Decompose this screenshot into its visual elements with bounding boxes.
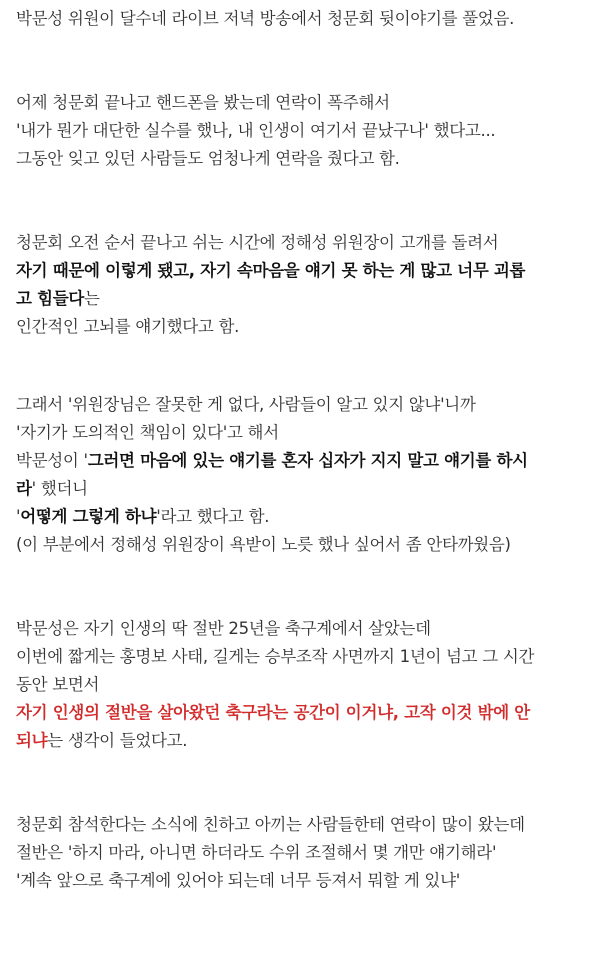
text-line: 어제 청문회 끝나고 핸드폰을 봤는데 연락이 폭주해서 bbox=[16, 93, 390, 112]
text-line bbox=[16, 475, 590, 503]
text-line: 청문회 참석한다는 소식에 친하고 아끼는 사람들한테 연락이 많이 왔는데 bbox=[16, 815, 525, 834]
text-line: (이 부분에서 정해성 위원장이 욕받이 노릇 했나 싶어서 좀 안타까웠음) bbox=[16, 535, 511, 554]
text-line: 청문회 오전 순서 끝나고 쉬는 시간에 정해성 위원장이 고개를 돌려서 bbox=[16, 233, 499, 252]
text-line: 박문성은 자기 인생의 딱 절반 25년을 축구계에서 살았는데 bbox=[16, 619, 431, 638]
paragraph-gap bbox=[16, 173, 590, 229]
article-body bbox=[16, 5, 590, 895]
text-line: '자기가 도의적인 책임이 있다'고 해서 bbox=[16, 423, 279, 442]
emphasis-text: 고 힘들다 bbox=[16, 289, 85, 308]
text-line: 그동안 잊고 있던 사람들도 엄청나게 연락을 줬다고 함. bbox=[16, 149, 400, 168]
text-line: 이번에 짧게는 홍명보 사태, 길게는 승부조작 사면까지 1년이 넘고 그 시간 bbox=[16, 647, 535, 666]
paragraph-reflection bbox=[16, 615, 590, 755]
paragraph-after-hearing bbox=[16, 89, 590, 173]
paragraph-gap bbox=[16, 33, 590, 89]
paragraph-gap bbox=[16, 755, 590, 811]
plain-text: ' bbox=[16, 507, 21, 526]
text-line bbox=[16, 285, 590, 313]
text-line: 동안 보면서 bbox=[16, 675, 100, 694]
text-line: '계속 앞으로 축구계에 있어야 되는데 너무 등져서 뭐할 게 있냐' bbox=[16, 871, 460, 890]
text-line bbox=[16, 727, 590, 755]
paragraph-gap bbox=[16, 341, 590, 391]
emphasis-line: 자기 때문에 이렇게 됐고, 자기 속마음을 얘기 못 하는 게 많고 너무 괴롭 bbox=[16, 261, 526, 280]
paragraph-conversation bbox=[16, 391, 590, 559]
plain-text: ' 했더니 bbox=[31, 479, 88, 498]
text-line: '내가 뭔가 대단한 실수를 했나, 내 인생이 여기서 끝났구나' 했다고... bbox=[16, 121, 496, 140]
plain-text: 박문성이 ' bbox=[16, 451, 88, 470]
text-line: 그래서 '위원장님은 잘못한 게 없다, 사람들이 알고 있지 않냐'니까 bbox=[16, 395, 476, 414]
text-line: 절반은 '하지 마라, 아니면 하더라도 수위 조절해서 몇 개만 얘기해라' bbox=[16, 843, 497, 862]
paragraph-contacts bbox=[16, 811, 590, 895]
paragraph-intro bbox=[16, 5, 590, 33]
text-line bbox=[16, 447, 590, 475]
plain-text: '라고 했다고 함. bbox=[156, 507, 270, 526]
emphasis-text: 라 bbox=[16, 479, 32, 498]
emphasis-text: 그러면 마음에 있는 얘기를 혼자 십자가 지지 말고 얘기를 하시 bbox=[87, 451, 528, 470]
text-line: 인간적인 고뇌를 얘기했다고 함. bbox=[16, 317, 240, 336]
paragraph-gap bbox=[16, 559, 590, 615]
plain-text: 는 생각이 들었다고. bbox=[47, 731, 188, 750]
text-line bbox=[16, 503, 590, 531]
emphasis-text: 어떻게 그렇게 하냐 bbox=[20, 507, 157, 526]
text-line: 박문성 위원이 달수네 라이브 저녁 방송에서 청문회 뒷이야기를 풀었음. bbox=[16, 9, 515, 28]
paragraph-chairman-talk bbox=[16, 229, 590, 341]
plain-text: 는 bbox=[84, 289, 100, 308]
highlight-line: 자기 인생의 절반을 살아왔던 축구라는 공간이 이거냐, 고작 이것 밖에 안 bbox=[16, 703, 530, 722]
highlight-text: 되냐 bbox=[16, 731, 48, 750]
